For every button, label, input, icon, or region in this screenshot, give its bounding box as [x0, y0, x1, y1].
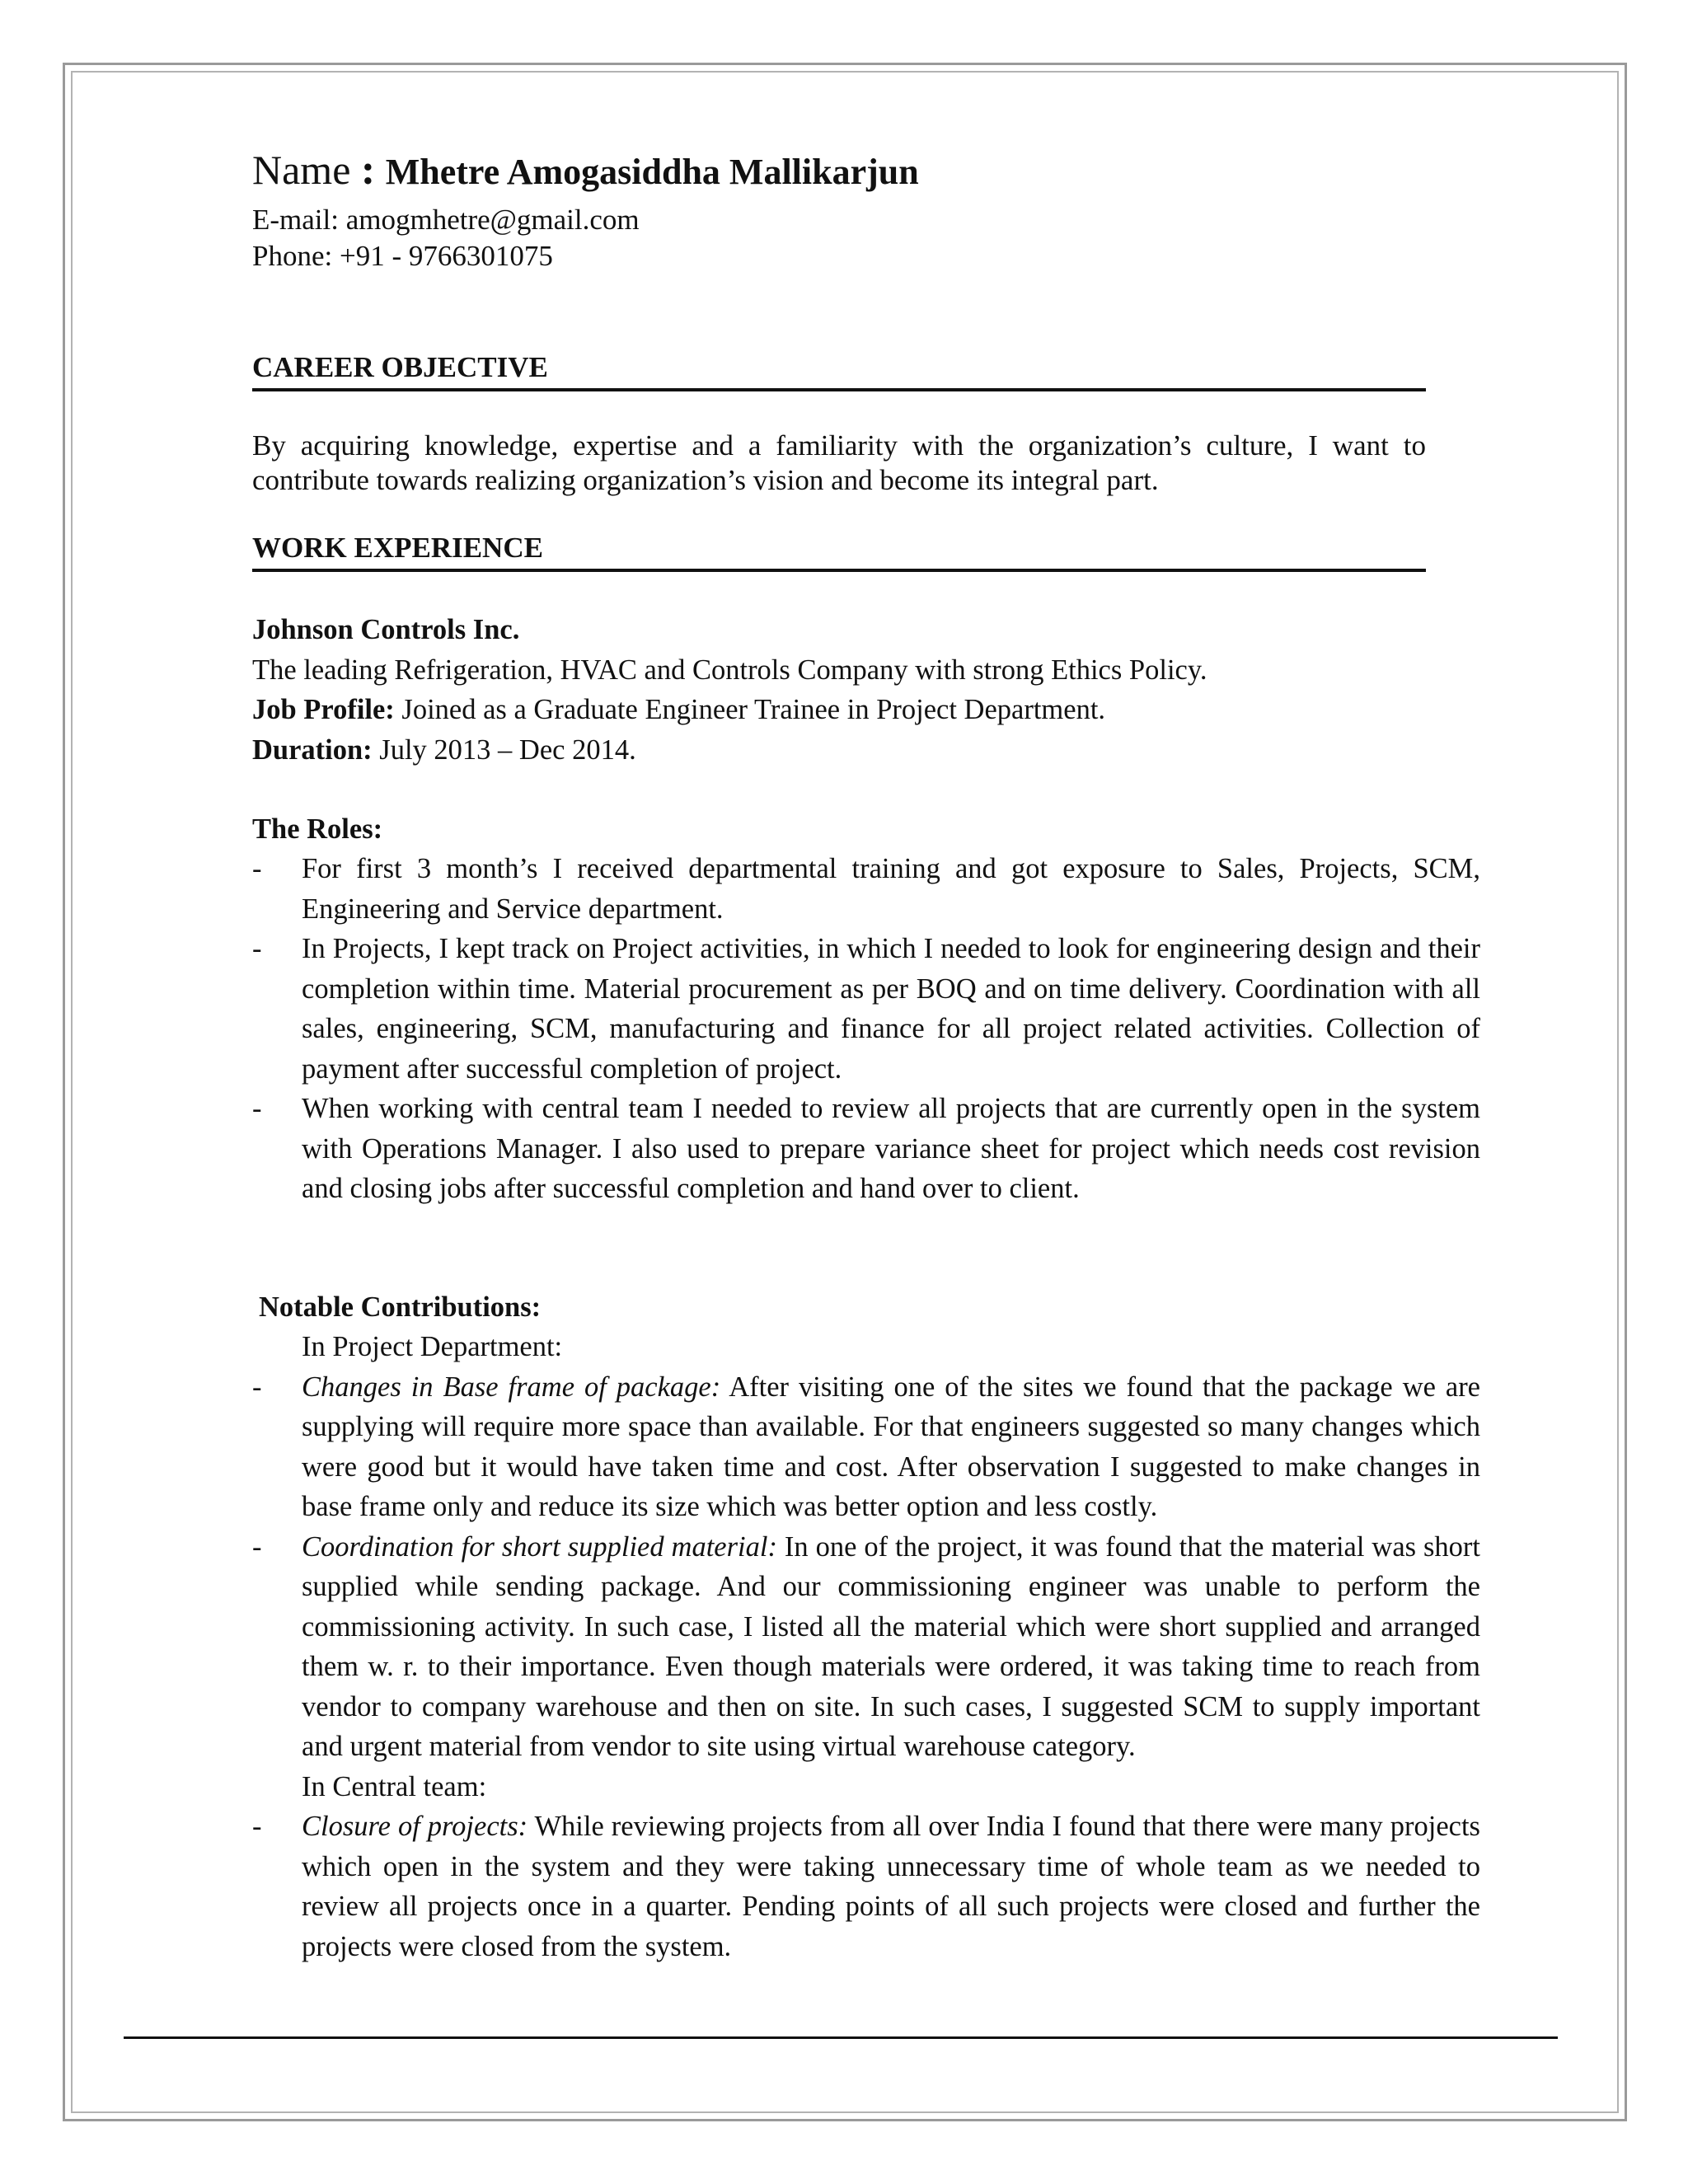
bullet-dash: - [252, 1811, 262, 1842]
list-item [252, 1367, 1480, 1527]
job-profile-label: Job Profile: [252, 694, 395, 725]
bullet-dash: - [252, 1530, 262, 1563]
bullet-dash: - [252, 933, 262, 964]
work-experience-heading [252, 529, 1426, 572]
duration-label: Duration: [252, 733, 373, 766]
career-objective-text: By acquiring knowledge, expertise and a familiarity with the organization’s culture, I want to contribute towards realizing organization’s vision and become its integral part. [252, 429, 1426, 496]
contribution-text: After visiting one of the sites we found that the package we are supplying will require more space than available. For that engineers suggested so many changes which were good but it would have taken time and cost. After observation I suggested to make changes in base frame only and reduce its size which was better option and less costly. [302, 1371, 1480, 1522]
candidate-name: Mhetre Amogasiddha Mallikarjun [385, 152, 919, 192]
contributions-list [252, 1327, 1480, 1966]
section-title: CAREER OBJECTIVE [252, 351, 548, 383]
name-line [252, 140, 919, 202]
section-rule [252, 569, 1426, 572]
resume-header [252, 140, 919, 274]
contribution-heading: Changes in Base frame of package: [302, 1371, 721, 1403]
roles-title: The Roles: [252, 813, 383, 845]
name-colon: : [360, 147, 376, 194]
company-name: Johnson Controls Inc. [252, 614, 520, 645]
list-item [252, 1089, 1480, 1209]
role-text: When working with central team I needed to review all projects that are currently open in the system with Operations Manager. I also used to prepare variance sheet for project which needs cost revision and closing jobs after successful completion and hand over to client. [302, 1093, 1480, 1204]
duration [252, 730, 1480, 771]
name-label: Name [252, 147, 351, 193]
role-text: In Projects, I kept track on Project activities, in which I needed to look for engineering design and their completion within time. Material procurement as per BOQ and on time delivery. Coordination with all sales, engineering, SCM, manufacturing and finance for all project related activities. Collection of payment after successful completion of project. [302, 933, 1480, 1085]
duration-value: July 2013 – Dec 2014. [372, 733, 636, 766]
contribution-heading: Coordination for short supplied material: [302, 1530, 777, 1563]
job-profile [252, 690, 1480, 730]
section-title: WORK EXPERIENCE [252, 532, 543, 564]
list-item [252, 1527, 1480, 1767]
central-team-label: In Central team: [302, 1770, 487, 1802]
contribution-text: While reviewing projects from all over India I found that there were many projects which open in the system and they were taking unnecessary time of whole team as we needed to review all projects once in a quarter. Pending points of all such projects were closed and further the projects were closed from the system. [302, 1811, 1480, 1962]
list-item [252, 1807, 1480, 1966]
email-line: E-mail: amogmhetre@gmail.com [252, 204, 640, 236]
list-item [252, 849, 1480, 929]
bullet-dash: - [252, 1093, 262, 1124]
contribution-heading: Closure of projects: [302, 1811, 528, 1842]
section-rule [252, 388, 1426, 391]
bullet-dash: - [252, 1371, 262, 1403]
footer-rule [124, 2036, 1558, 2039]
bullet-dash: - [252, 853, 262, 884]
company-description: The leading Refrigeration, HVAC and Controls Company with strong Ethics Policy. [252, 654, 1207, 686]
job-summary [252, 610, 1480, 770]
career-objective-heading [252, 349, 1426, 391]
project-department-label: In Project Department: [302, 1331, 563, 1362]
job-profile-value: Joined as a Graduate Engineer Trainee in Project Department. [394, 694, 1106, 725]
phone-line: Phone: +91 - 9766301075 [252, 240, 553, 272]
contributions-title: Notable Contributions: [259, 1291, 542, 1323]
roles-list [252, 849, 1480, 1209]
contribution-text: In one of the project, it was found that the material was short supplied while sending package. And our commissioning engineer was unable to perform the commissioning activity. In such case, I listed all the material which were short supplied and arranged them w. r. to their importance. Even though materials were ordered, it was taking time to reach from vendor to company warehouse and then on site. In such cases, I suggested SCM to supply important and urgent material from vendor to site using virtual warehouse category. [302, 1530, 1481, 1762]
role-text: For first 3 month’s I received departmental training and got exposure to Sales, Projects, SCM, Engineering and Service department. [302, 853, 1480, 925]
list-item [252, 929, 1480, 1089]
